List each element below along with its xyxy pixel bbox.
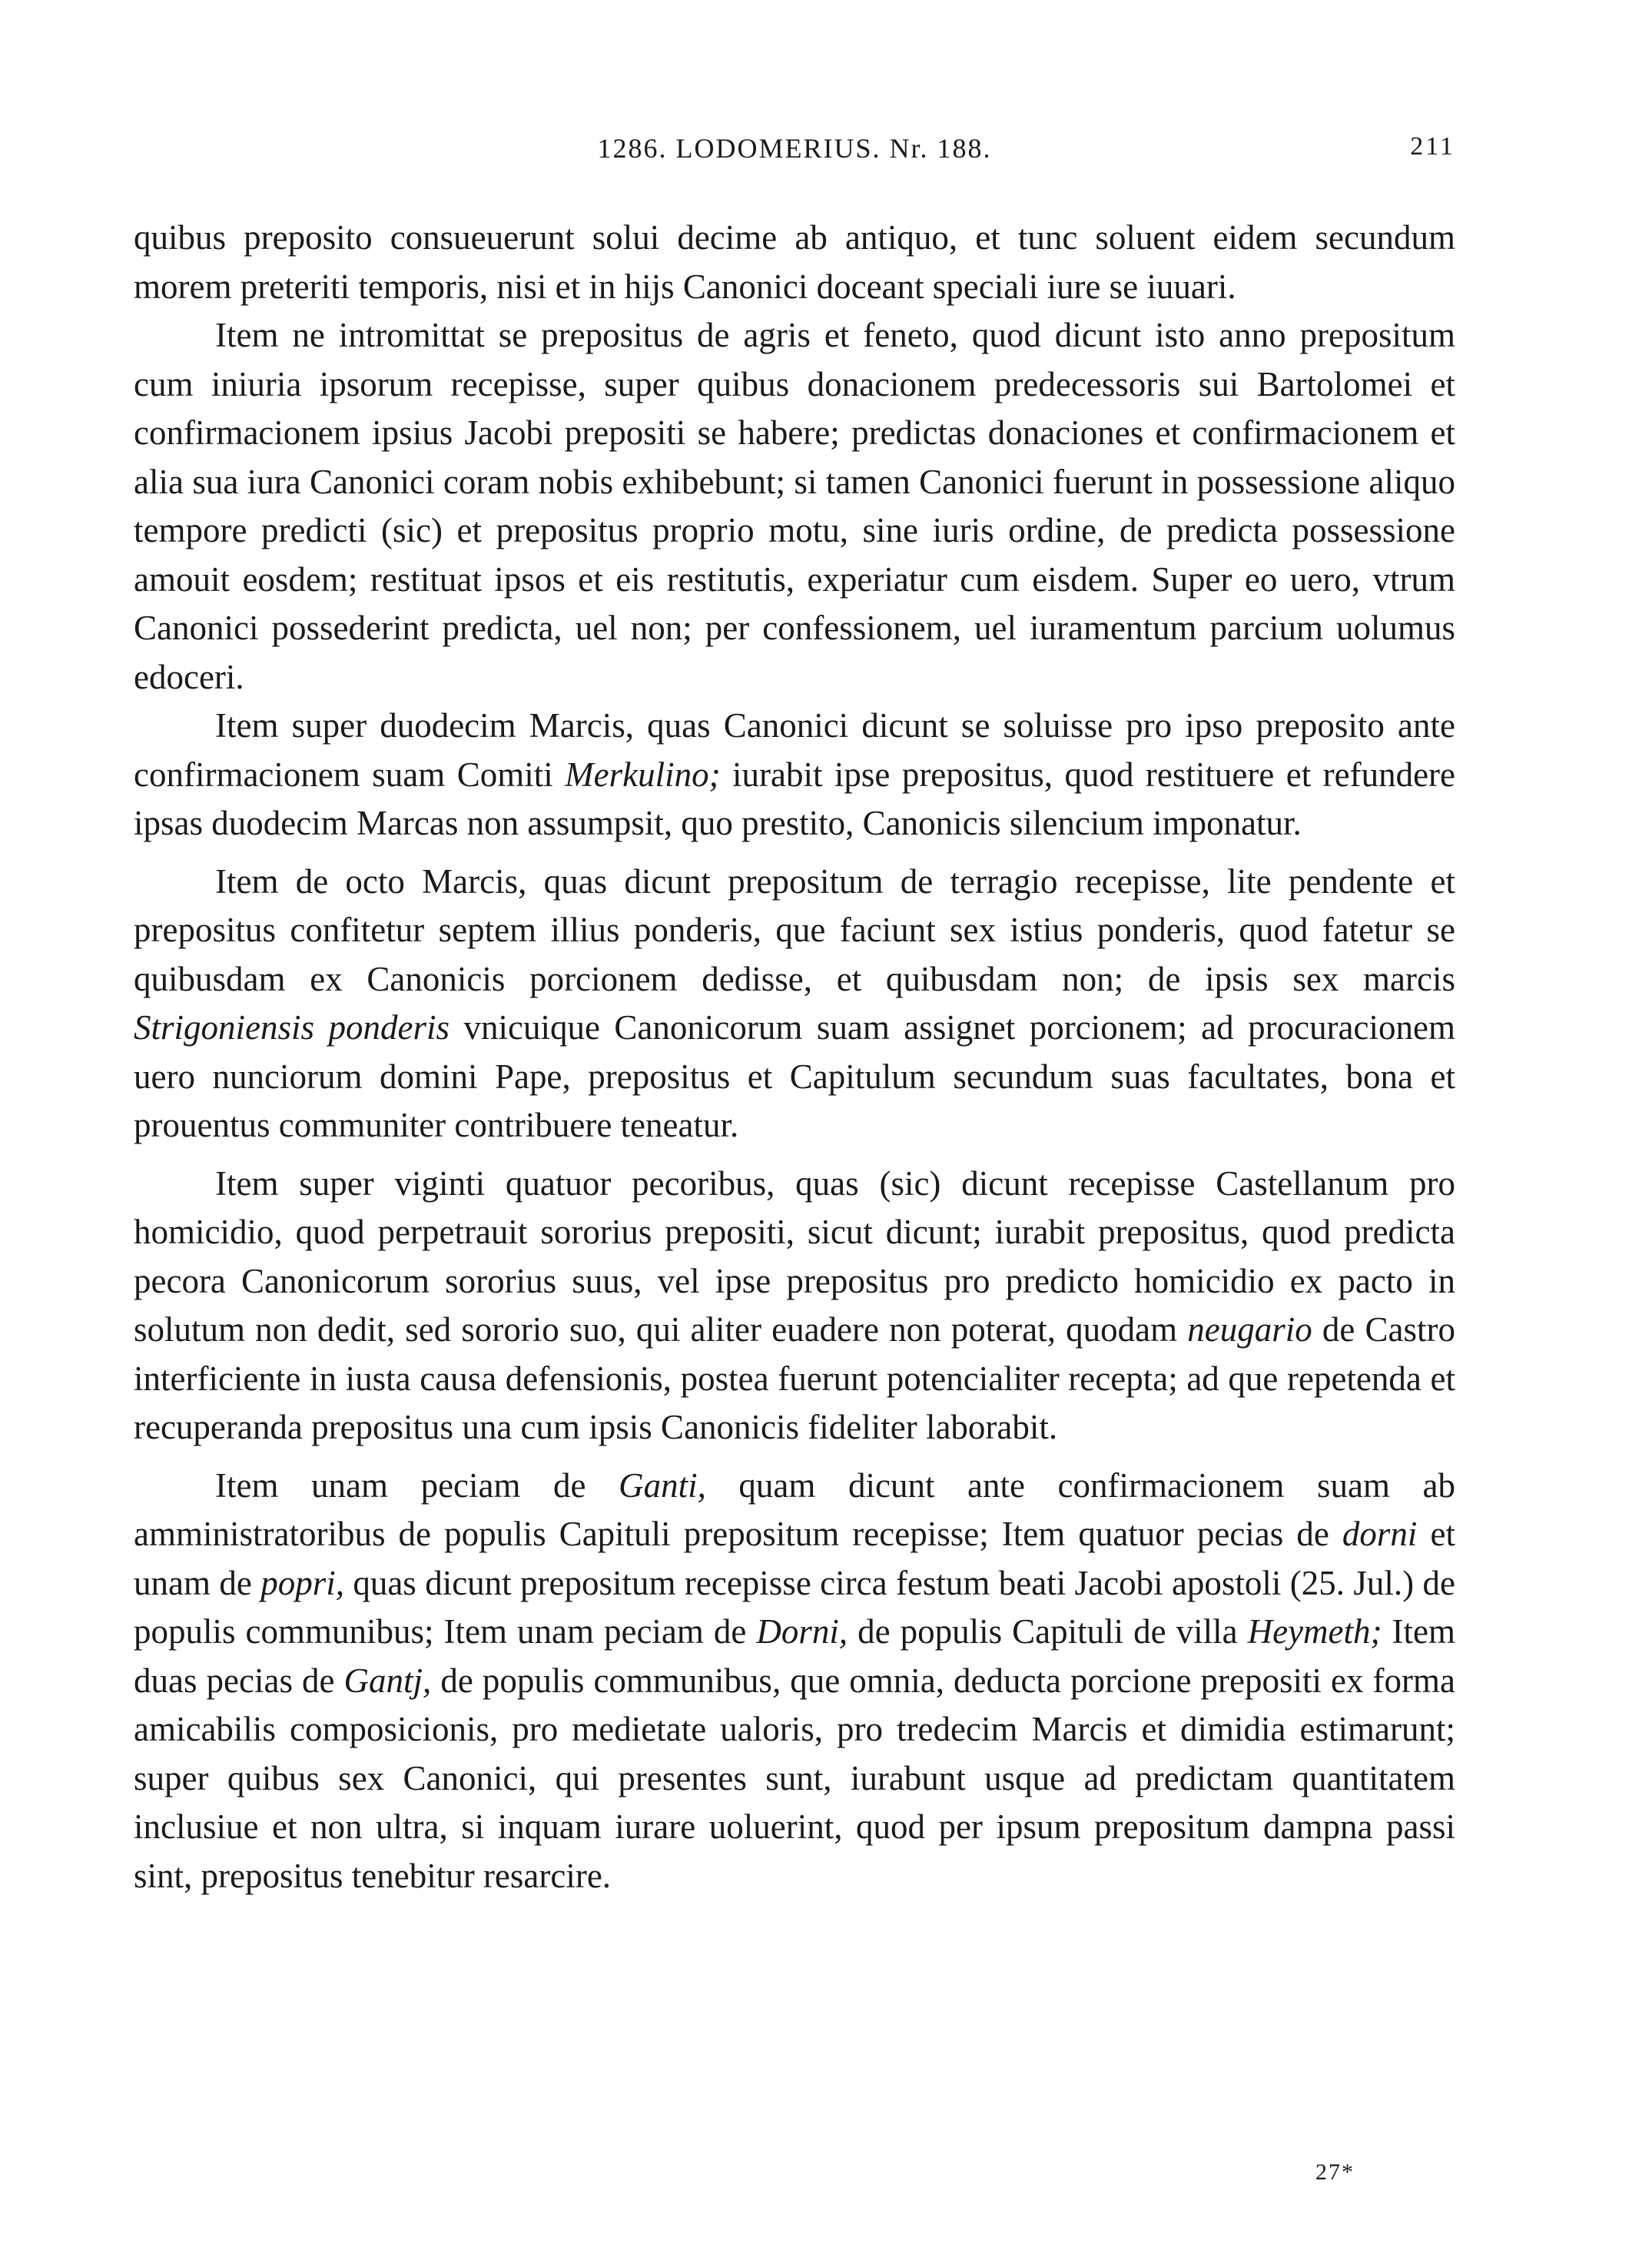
italic-term: neugario: [1187, 1310, 1312, 1349]
text-segment: de populis communibus, que omnia, deducta porcione prepositi ex forma amicabilis composicionis, pro medietate ualoris, pro tredecim Marcis et dimidia estimarunt; super quibus sex Canonici, qui presentes sunt, iurabunt usque ad predictam quantitatem inclusiue et non ultra, si inquam iurare uoluerint, quod per ipsum prepositum dampna passi sint, prepositus tenebitur resarcire.: [134, 1661, 1455, 1895]
paragraph: [134, 214, 1455, 311]
text-segment: et unam de: [134, 1515, 1455, 1602]
paragraph: [134, 311, 1455, 702]
text-segment: Item duas pecias de: [134, 1612, 1455, 1700]
text-segment: Item super viginti quatuor pecoribus, quas (sic) dicunt recepisse Castellanum pro homicidio, quod perpetrauit sororius prepositi, sicut dicunt; iurabit prepositus, quod predicta pecora Canonicorum sororius suus, vel ipse prepositus pro predicto homicidio ex pacto in solutum non dedit, sed sororio suo, qui aliter euadere non poterat, quodam: [134, 1163, 1455, 1349]
paragraph: [134, 1462, 1455, 1901]
paragraph: [134, 858, 1455, 1150]
italic-term: Dorni,: [756, 1612, 848, 1651]
page-number: 211: [1410, 132, 1455, 161]
text-segment: de populis Capituli de villa: [848, 1612, 1248, 1651]
text-segment: Item unam peciam de: [215, 1465, 619, 1505]
text-segment: quam dicunt ante confirmacionem suam ab amministratoribus de populis Capituli prepositum recepisse; Item quatuor pecias de: [134, 1465, 1455, 1553]
italic-term: Strigoniensis ponderis: [134, 1008, 449, 1047]
text-segment: Item de octo Marcis, quas dicunt prepositum de terragio recepisse, lite pendente et prepositus confitetur septem illius ponderis, que faciunt sex istius ponderis, quod fatetur se quibusdam ex Canonicis porcionem dedisse, et quibusdam non; de ipsis sex marcis: [134, 861, 1455, 998]
page-header: [134, 132, 1455, 178]
text-segment: de Castro interficiente in iusta causa defensionis, postea fuerunt potencialiter recepta; ad que repetenda et recuperanda prepositus una cum ipsis Canonicis fideliter laborabit.: [134, 1310, 1455, 1446]
text-segment: Item ne intromittat se prepositus de agris et feneto, quod dicunt isto anno prepositum cum iniuria ipsorum recepisse, super quibus donacionem predecessoris sui Bartolomei et confirmacionem ipsius Jacobi prepositi se habere; predictas donaciones et confirmacionem et alia sua iura Canonici coram nobis exhibebunt; si tamen Canonici fuerunt in possessione aliquo tempore predicti (sic) et prepositus proprio motu, sine iuris ordine, de predicta possessione amouit eosdem; restituat ipsos et eis restitutis, experiatur cum eisdem. Super eo uero, vtrum Canonici possederint predicta, uel non; per confessionem, uel iuramentum parcium uolumus edoceri.: [134, 316, 1455, 696]
text-segment: Item super duodecim Marcis, quas Canonici dicunt se soluisse pro ipso preposito ante confirmacionem suam Comiti: [134, 706, 1455, 794]
signature-mark: 27*: [1315, 2159, 1355, 2185]
text-segment: iurabit ipse prepositus, quod restituere et refundere ipsas duodecim Marcas non assumpsit, quo prestito, Canonicis silencium imponatur.: [134, 755, 1455, 842]
italic-term: dorni: [1342, 1515, 1418, 1553]
text-segment: quas dicunt prepositum recepisse circa festum beati Jacobi apostoli (25. Jul.) de populis communibus; Item unam peciam de: [134, 1563, 1456, 1651]
italic-term: Heymeth;: [1247, 1612, 1382, 1651]
italic-term: popri,: [260, 1563, 344, 1602]
paragraph: [134, 702, 1455, 848]
running-head: 1286. LODOMERIUS. Nr. 188.: [597, 133, 992, 164]
body-text: [134, 214, 1455, 1900]
italic-term: Gantj,: [343, 1661, 432, 1700]
text-segment: quibus preposito consueuerunt solui decime ab antiquo, et tunc soluent eidem secundum morem preteriti temporis, nisi et in hijs Canonici doceant speciali iure se iuuari.: [134, 218, 1455, 306]
italic-term: Merkulino;: [565, 755, 721, 794]
paragraph: [134, 1160, 1455, 1452]
italic-term: Ganti,: [619, 1465, 706, 1505]
text-segment: vnicuique Canonicorum suam assignet porcionem; ad procuracionem uero nunciorum domini Pape, prepositus et Capitulum secundum suas facultates, bona et prouentus communiter contribuere teneatur.: [134, 1008, 1455, 1144]
